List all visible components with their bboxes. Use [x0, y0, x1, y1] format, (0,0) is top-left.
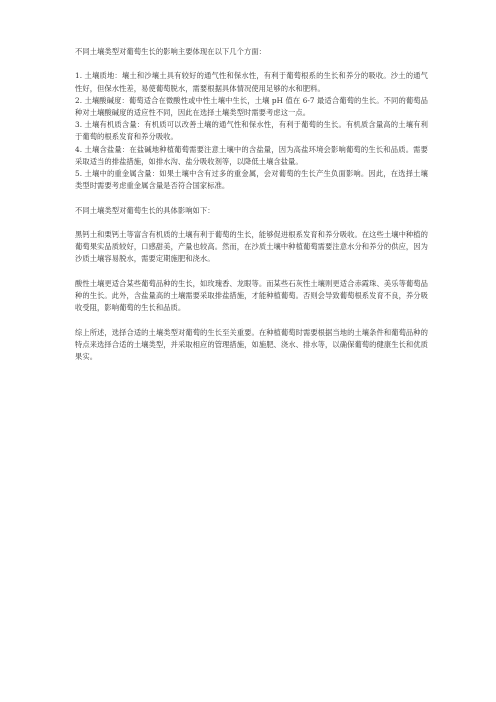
spacer [75, 314, 428, 326]
conclusion-paragraph: 综上所述，选择合适的土壤类型对葡萄的生长至关重要。在种植葡萄时需要根据当地的土壤条件和葡萄品种的特点来选择合适的土壤类型，并采取相应的管理措施，如施肥、浇水、排水等，以确保葡萄的健康生长和优质果实。 [75, 327, 428, 361]
body-paragraph-1: 黑钙土和栗钙土等富含有机质的土壤有利于葡萄的生长，能够促进根系发育和养分吸收。在这些土壤中种植的葡萄果实品质较好，口感甜美，产量也较高。然而，在沙质土壤中种植葡萄需要注意水分和养分的供应，因为沙质土壤容易脱水，需要定期施肥和浇水。 [75, 230, 428, 264]
point-soil-ph: 2. 土壤酸碱度：葡萄适合在微酸性或中性土壤中生长，土壤 pH 值在 6-7 最适合葡萄的生长。不同的葡萄品种对土壤酸碱度的适应性不同，因此在选择土壤类型时需要考虑这一点。 [75, 95, 428, 117]
subheading: 不同土壤类型对葡萄生长的具体影响如下： [75, 205, 215, 215]
spacer [75, 217, 428, 229]
point-soil-texture: 1. 土壤质地：壤土和沙壤土具有较好的通气性和保水性，有利于葡萄根系的生长和养分的吸收。沙土的通气性好，但保水性差，易使葡萄脱水，需要根据具体情况使用足够的水和肥料。 [75, 71, 428, 93]
point-salt-content: 4. 土壤含盐量：在盐碱地种植葡萄需要注意土壤中的含盐量，因为高盐环境会影响葡萄的生长和品质。需要采取适当的排盐措施，如排水沟、盐分吸收剂等，以降低土壤含盐量。 [75, 144, 428, 166]
spacer [75, 58, 428, 70]
spacer [75, 266, 428, 278]
point-organic-matter: 3. 土壤有机质含量：有机质可以改善土壤的通气性和保水性，有利于葡萄的生长。有机质含量高的土壤有利于葡萄的根系发育和养分吸收。 [75, 120, 428, 142]
point-heavy-metals: 5. 土壤中的重金属含量：如果土壤中含有过多的重金属，会对葡萄的生长产生负面影响。因此，在选择土壤类型时需要考虑重金属含量是否符合国家标准。 [75, 169, 428, 191]
body-paragraph-2: 酸性土壤更适合某些葡萄品种的生长，如玫瑰香、龙眼等。而某些石灰性土壤则更适合赤霞珠、美乐等葡萄品种的生长。此外，含盐量高的土壤需要采取排盐措施，才能种植葡萄。否则会导致葡萄根系发育不良，养分吸收受阻，影响葡萄的生长和品质。 [75, 278, 428, 313]
intro-paragraph: 不同土壤类型对葡萄生长的影响主要体现在以下几个方面： [75, 47, 267, 56]
spacer [75, 192, 428, 204]
document-body [75, 46, 428, 363]
